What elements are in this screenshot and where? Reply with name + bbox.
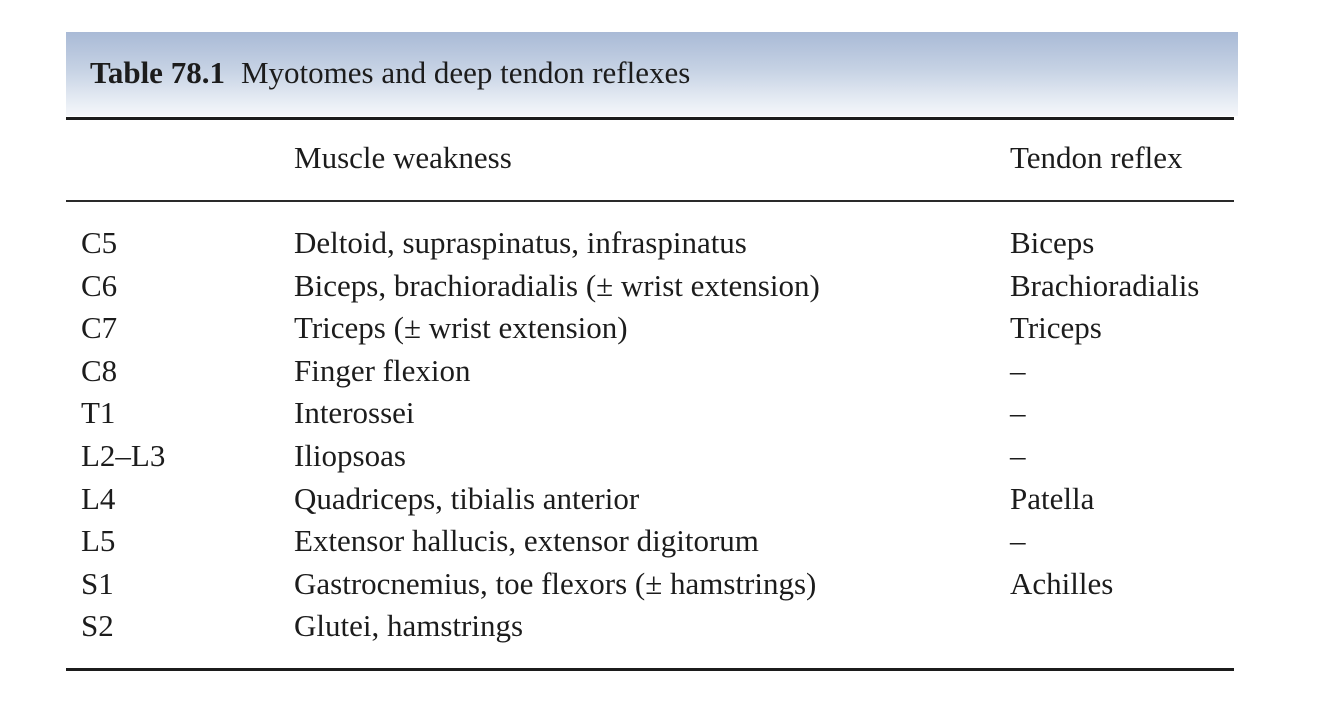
nerve-root-cell: L2–L3 bbox=[81, 437, 166, 473]
muscle-weakness-cell: Glutei, hamstrings bbox=[294, 608, 524, 644]
table-row bbox=[66, 478, 1234, 521]
table-bottom-rule bbox=[66, 668, 1234, 671]
muscle-weakness-cell: Triceps (± wrist extension) bbox=[294, 310, 628, 346]
table-row bbox=[66, 265, 1234, 308]
table-row bbox=[66, 605, 1234, 648]
table-caption-band bbox=[66, 32, 1238, 116]
column-header-muscle-weakness: Muscle weakness bbox=[294, 140, 512, 175]
tendon-reflex-cell: Patella bbox=[1010, 480, 1095, 516]
table-row bbox=[66, 392, 1234, 435]
nerve-root-cell: C6 bbox=[81, 267, 118, 303]
header-rule bbox=[66, 200, 1234, 202]
muscle-weakness-cell: Quadriceps, tibialis anterior bbox=[294, 480, 640, 516]
nerve-root-cell: C7 bbox=[81, 310, 118, 346]
table-row bbox=[66, 307, 1234, 350]
nerve-root-cell: L5 bbox=[81, 523, 116, 559]
muscle-weakness-cell: Finger flexion bbox=[294, 352, 471, 388]
nerve-root-cell: S1 bbox=[81, 565, 114, 601]
tendon-reflex-cell: – bbox=[1010, 352, 1026, 388]
tendon-reflex-cell: Brachioradialis bbox=[1010, 267, 1200, 303]
muscle-weakness-cell: Interossei bbox=[294, 395, 415, 431]
tendon-reflex-cell: – bbox=[1010, 395, 1026, 431]
muscle-weakness-cell: Deltoid, supraspinatus, infraspinatus bbox=[294, 225, 747, 260]
tendon-reflex-cell: Achilles bbox=[1010, 565, 1114, 601]
muscle-weakness-cell: Extensor hallucis, extensor digitorum bbox=[294, 523, 759, 559]
tendon-reflex-cell: – bbox=[1010, 437, 1026, 473]
table-body bbox=[66, 222, 1234, 648]
muscle-weakness-cell: Biceps, brachioradialis (± wrist extension) bbox=[294, 267, 820, 303]
nerve-root-cell: S2 bbox=[81, 608, 114, 644]
tendon-reflex-cell: – bbox=[1010, 523, 1026, 559]
table-caption-label: Table 78.1 bbox=[90, 55, 225, 90]
table-row bbox=[66, 520, 1234, 563]
table-caption bbox=[90, 54, 690, 92]
tendon-reflex-cell: Triceps bbox=[1010, 310, 1102, 346]
table-top-rule bbox=[66, 117, 1234, 120]
nerve-root-cell: L4 bbox=[81, 480, 116, 516]
table-row bbox=[66, 222, 1234, 265]
nerve-root-cell: C5 bbox=[81, 225, 118, 260]
muscle-weakness-cell: Gastrocnemius, toe flexors (± hamstrings) bbox=[294, 565, 817, 601]
table-row bbox=[66, 563, 1234, 606]
table-row bbox=[66, 350, 1234, 393]
table-caption-title: Myotomes and deep tendon reflexes bbox=[240, 55, 691, 90]
nerve-root-cell: C8 bbox=[81, 352, 118, 388]
table-row bbox=[66, 435, 1234, 478]
nerve-root-cell: T1 bbox=[81, 395, 116, 431]
column-header-tendon-reflex: Tendon reflex bbox=[1010, 140, 1183, 175]
muscle-weakness-cell: Iliopsoas bbox=[294, 437, 406, 473]
table-figure bbox=[66, 32, 1238, 672]
tendon-reflex-cell: Biceps bbox=[1010, 225, 1095, 260]
